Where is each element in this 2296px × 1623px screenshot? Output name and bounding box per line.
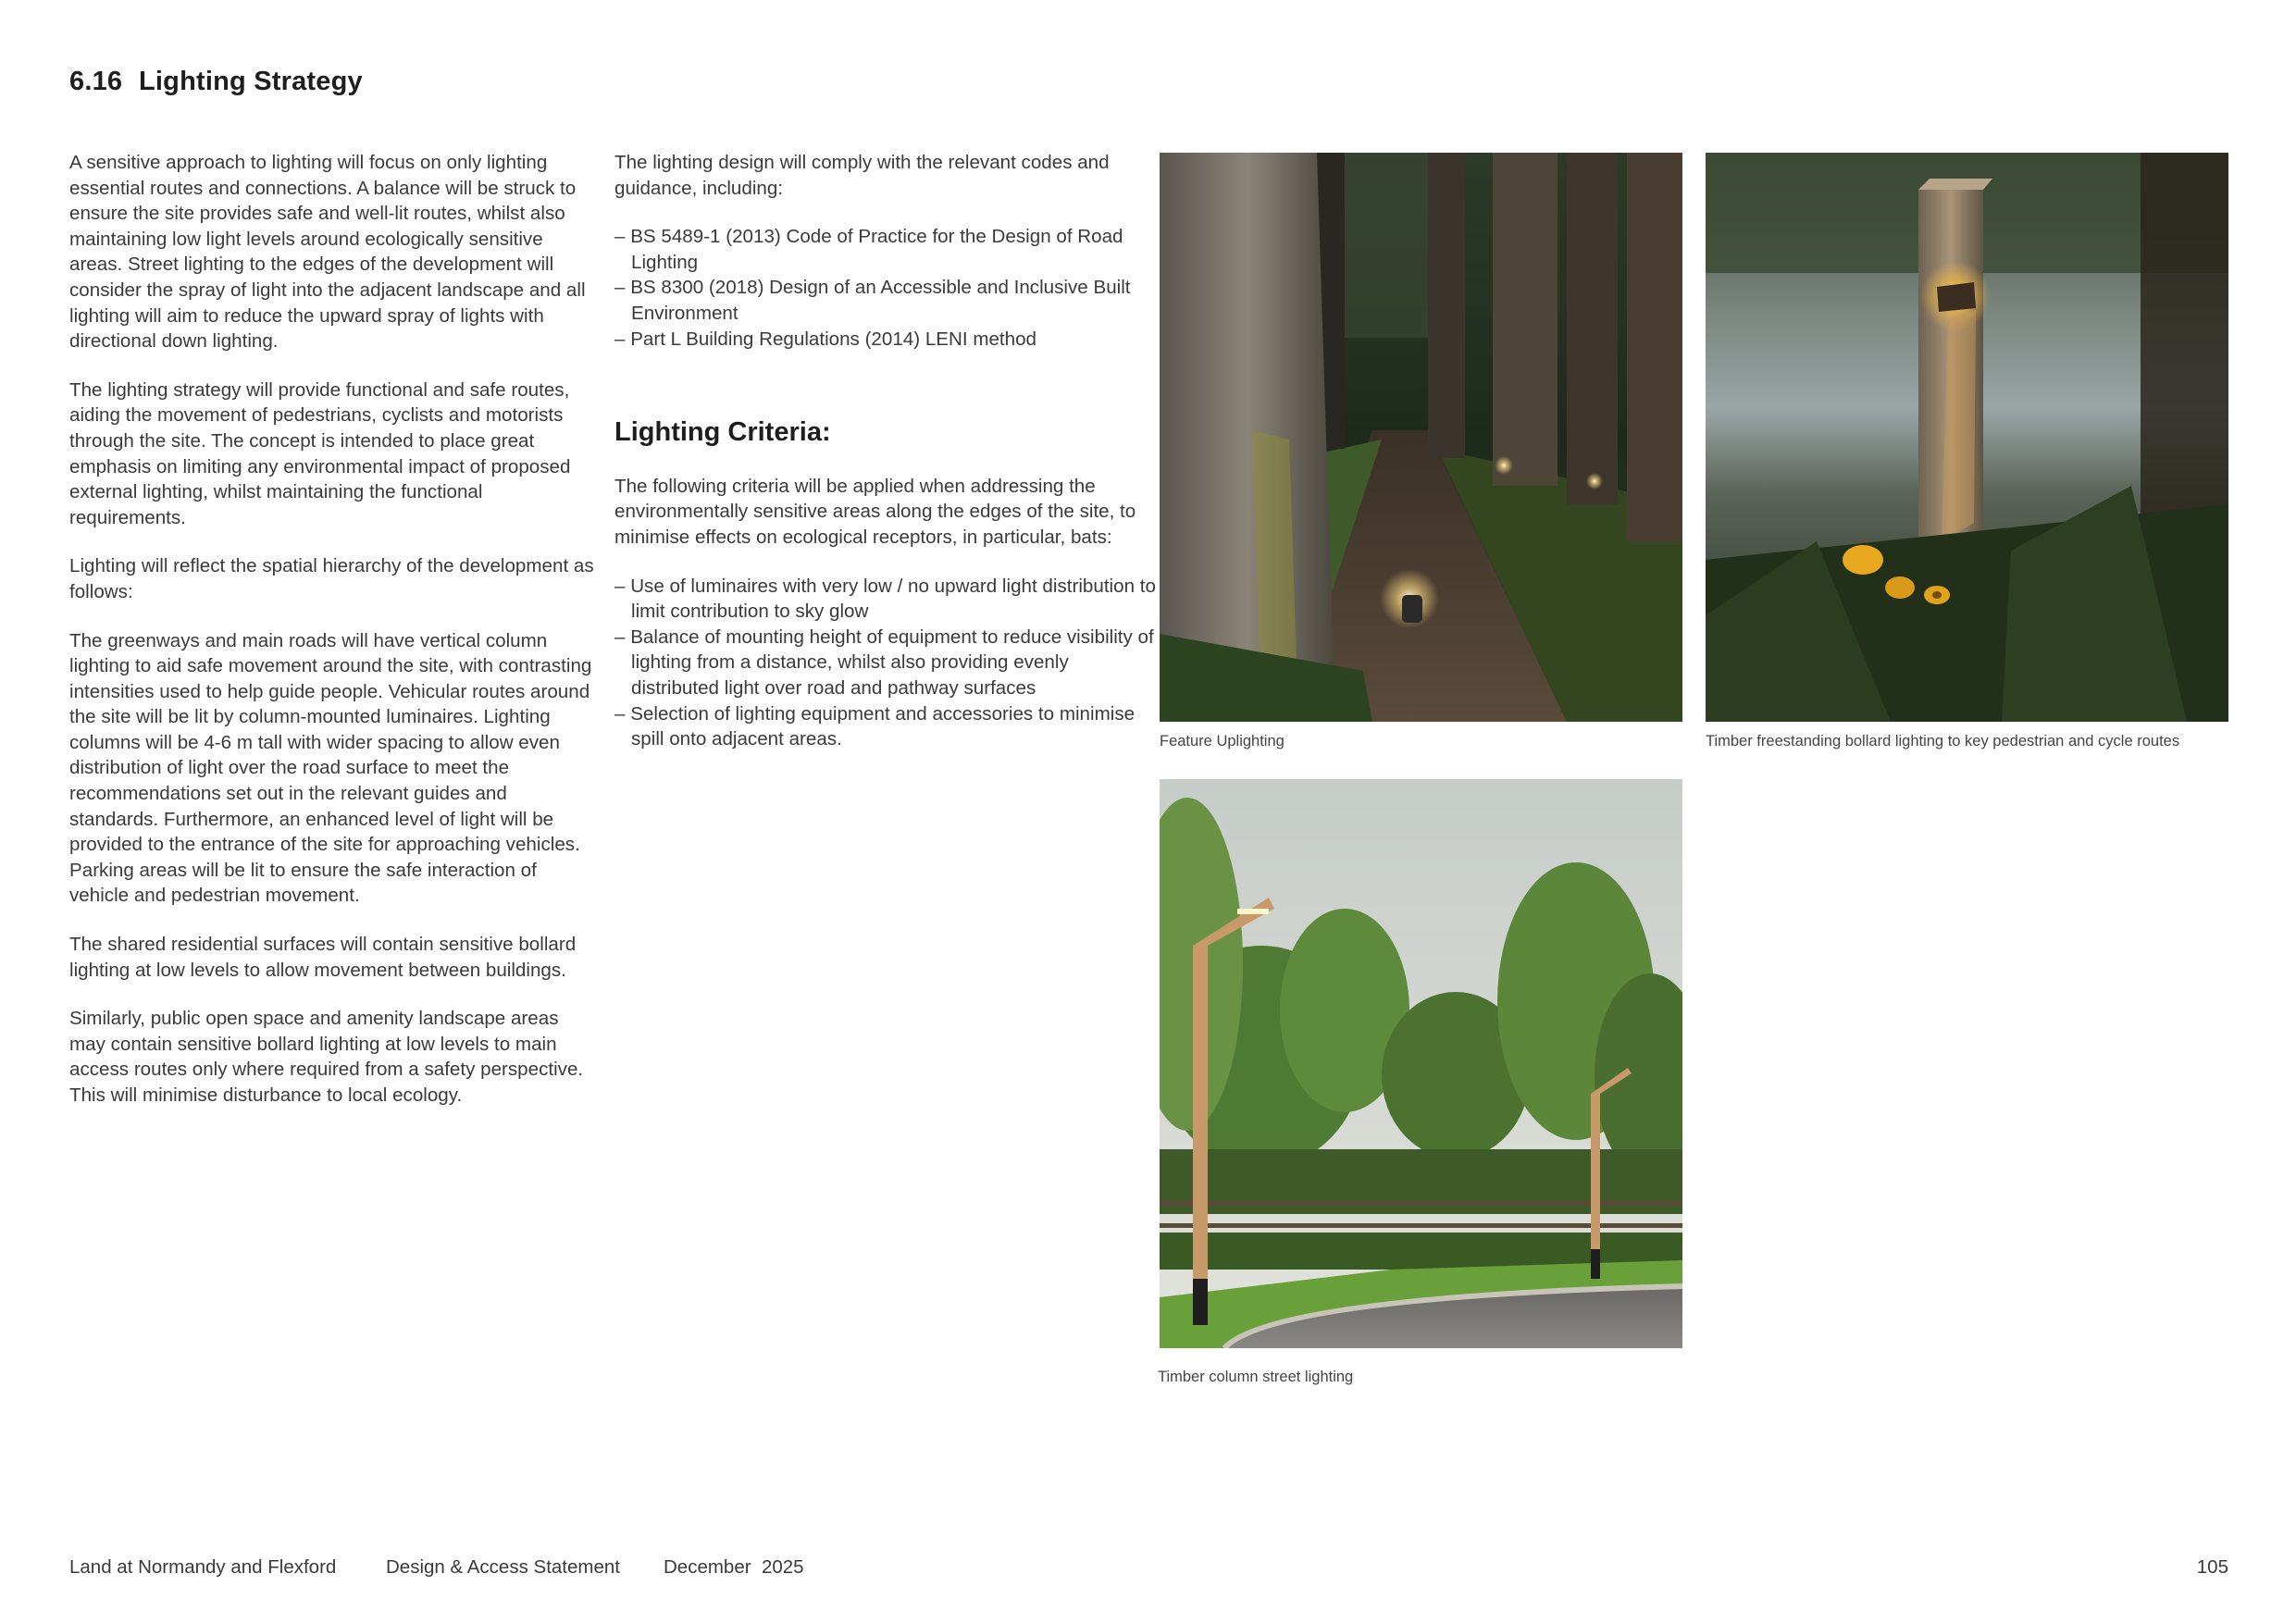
list-item: – BS 5489-1 (2013) Code of Practice for the Design of Road Lighting: [614, 224, 1160, 275]
section-heading: [69, 67, 363, 97]
paragraph: The greenways and main roads will have vertical column lighting to aid safe movement around the site, with contrasting intensities used to help guide people. Vehicular routes around the site will be lit by column-mounted luminaires. Lighting columns will be 4-6 m tall with wider spacing to allow even distribution of light over the road surface to meet the recommendations set out in the relevant guides and standards. Furthermore, an enhanced level of light will be provided to the entrance of the site for approaching vehicles. Parking areas will be lit to ensure the safe interaction of vehicle and pedestrian movement.: [69, 629, 592, 907]
codes-intro: The lighting design will comply with the relevant codes and guidance, including:: [614, 152, 1110, 199]
paragraph: A sensitive approach to lighting will focus on only lighting essential routes and connections. A balance will be struck to ensure the site provides safe and well-lit routes, whilst also maintaining low light levels around ecologically sensitive areas. Street lighting to the edges of the development will consider the spray of light into the adjacent landscape and all lighting will aim to reduce the upward spray of lights with directional down lighting.: [69, 152, 586, 353]
list-item: – Part L Building Regulations (2014) LENI method: [614, 327, 1160, 353]
paragraph: Similarly, public open space and amenity landscape areas may contain sensitive bollard lighting at low levels to main access routes only where required from a safety perspective. This will minimise disturbance to local ecology.: [69, 1008, 584, 1106]
criteria-heading: Lighting Criteria:: [614, 417, 831, 448]
footer-document: Design & Access Statement: [386, 1556, 620, 1578]
middle-text-column: [614, 150, 1160, 775]
paragraph: Lighting will reflect the spatial hierarchy of the development as follows:: [69, 555, 594, 602]
paragraph: The shared residential surfaces will contain sensitive bollard lighting at low levels to allow movement between buildings.: [69, 934, 577, 981]
section-number: 6.16: [69, 67, 123, 96]
image-caption: Feature Uplighting: [1160, 733, 1285, 750]
feature-uplighting-photo: [1160, 153, 1682, 722]
timber-street-lighting-photo: [1160, 779, 1682, 1348]
section-title: Lighting Strategy: [139, 67, 363, 96]
footer-project: Land at Normandy and Flexford: [69, 1556, 337, 1578]
paragraph: The lighting strategy will provide functional and safe routes, aiding the movement of pedestrians, cyclists and motorists through the site. The concept is intended to place great emphasis on limiting any environmental impact of proposed external lighting, whilst maintaining the functional requirements.: [69, 378, 571, 528]
image-caption: Timber freestanding bollard lighting to key pedestrian and cycle routes: [1706, 733, 2180, 750]
list-item: – Selection of lighting equipment and accessories to minimise spill onto adjacent areas.: [614, 701, 1160, 752]
left-text-column: [69, 150, 597, 1132]
timber-bollard-photo: [1706, 153, 2228, 722]
list-item: – Balance of mounting height of equipment to reduce visibility of lighting from a distance, whilst also providing evenly distributed light over road and pathway surfaces: [614, 625, 1160, 701]
footer-date: December 2025: [664, 1556, 804, 1578]
list-item: – BS 8300 (2018) Design of an Accessible and Inclusive Built Environment: [614, 275, 1160, 326]
codes-list: [614, 224, 1160, 352]
image-caption: Timber column street lighting: [1158, 1369, 1354, 1385]
criteria-intro: The following criteria will be applied when addressing the environmentally sensitive areas along the edges of the site, to minimise effects on ecological receptors, in particular, bats:: [614, 475, 1136, 548]
page-number: 105: [2196, 1556, 2228, 1578]
list-item: – Use of luminaires with very low / no upward light distribution to limit contribution to sky glow: [614, 574, 1160, 625]
criteria-list: [614, 574, 1160, 752]
